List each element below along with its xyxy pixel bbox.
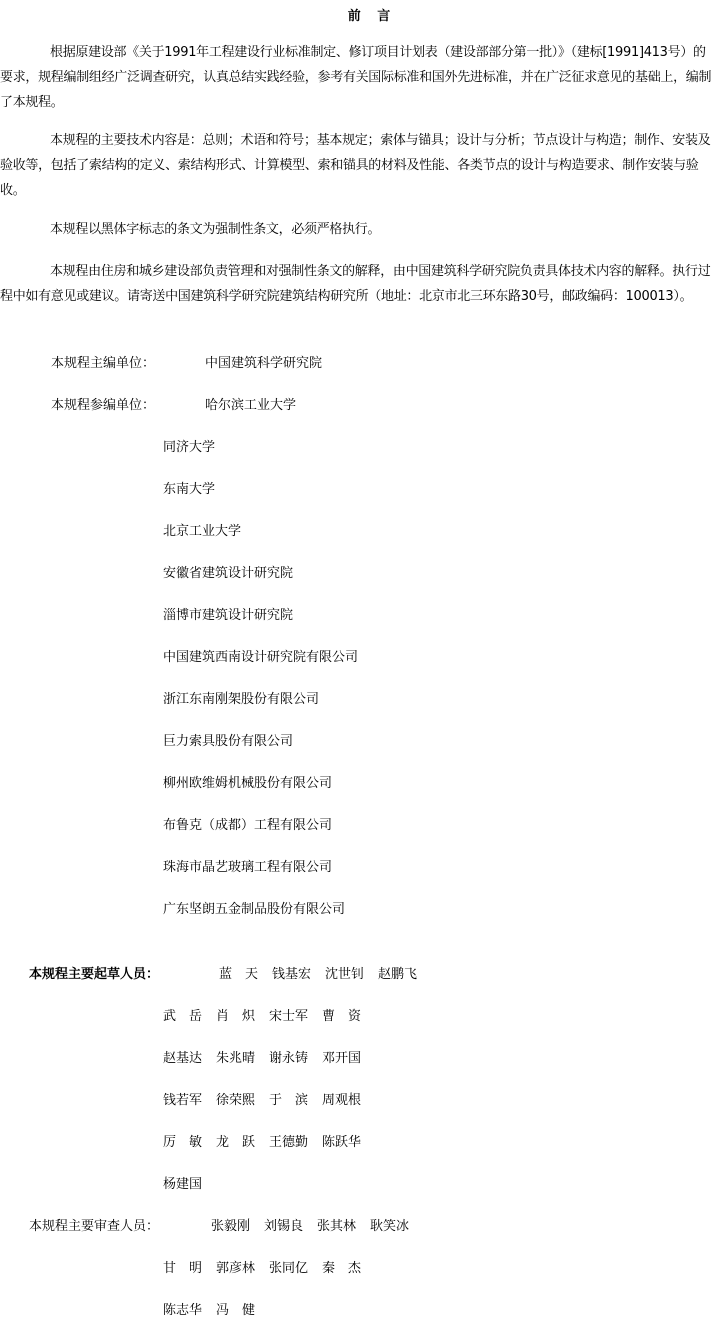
person-name: 赵基达: [163, 1051, 203, 1066]
preface-paragraph-4: 本规程由住房和城乡建设部负责管理和对强制性条文的解释，由中国建筑科学研究院负责具体技术内容的解释。执行过程中如有意见或建议。请寄送中国建筑科学研究院建筑结构研究所（地址：北京市北三环东路30号，邮政编码：100013）。: [0, 264, 711, 304]
drafters-row: [163, 1131, 375, 1150]
participating-unit: 安徽省建筑设计研究院: [163, 566, 294, 581]
chief-unit-value: 中国建筑科学研究院: [205, 356, 323, 371]
reviewers-row: [163, 1257, 375, 1276]
reviewers-row: [211, 1215, 423, 1234]
participating-unit: 北京工业大学: [163, 524, 242, 539]
preface-paragraph-1: 根据原建设部《关于1991年工程建设行业标准制定、修订项目计划表（建设部部分第一批）》（建标[1991]413号）的要求，规程编制组经广泛调查研究，认真总结实践经验，参考有关国际标准和国外先进标准，并在广泛征求意见的基础上，编制了本规程。: [0, 45, 712, 110]
person-name: 朱兆晴: [216, 1051, 256, 1066]
participating-units-label: 本规程参编单位：: [51, 398, 156, 413]
person-name: 冯 健: [216, 1303, 256, 1318]
person-name: 武 岳: [163, 1009, 203, 1024]
chief-unit-label: 本规程主编单位：: [51, 356, 156, 371]
person-name: 张同亿: [269, 1261, 309, 1276]
person-name: 陈志华: [163, 1303, 203, 1318]
person-name: 肖 炽: [216, 1009, 256, 1024]
participating-unit: 浙江东南刚架股份有限公司: [163, 692, 320, 707]
person-name: 郭彦林: [216, 1261, 256, 1276]
person-name: 徐荣熙: [216, 1093, 256, 1108]
participating-unit: 珠海市晶艺玻璃工程有限公司: [163, 860, 333, 875]
person-name: 龙 跃: [216, 1135, 256, 1150]
person-name: 秦 杰: [322, 1261, 362, 1276]
person-name: 谢永铸: [269, 1051, 309, 1066]
person-name: 蓝 天: [219, 967, 259, 982]
person-name: 赵鹏飞: [378, 967, 418, 982]
person-name: 邓开国: [322, 1051, 362, 1066]
person-name: 宋士军: [269, 1009, 309, 1024]
participating-unit: 柳州欧维姆机械股份有限公司: [163, 776, 333, 791]
participating-unit: 广东坚朗五金制品股份有限公司: [163, 902, 346, 917]
person-name: 沈世钊: [325, 967, 365, 982]
person-name: 杨建国: [163, 1177, 203, 1192]
participating-unit: 哈尔滨工业大学: [205, 398, 297, 413]
drafters-row: [219, 963, 431, 982]
drafters-label: 本规程主要起草人员：: [29, 967, 160, 982]
participating-unit: 布鲁克（成都）工程有限公司: [163, 818, 333, 833]
reviewers-row: [163, 1299, 269, 1318]
person-name: 钱基宏: [272, 967, 312, 982]
drafters-row: [163, 1173, 216, 1192]
page-title: 前 言: [347, 9, 397, 24]
participating-unit: 同济大学: [163, 440, 216, 455]
preface-paragraph-3: 本规程以黑体字标志的条文为强制性条文，必须严格执行。: [50, 222, 381, 237]
person-name: 曹 资: [322, 1009, 362, 1024]
participating-unit: 东南大学: [163, 482, 216, 497]
reviewers-label: 本规程主要审查人员：: [29, 1219, 160, 1234]
person-name: 甘 明: [163, 1261, 203, 1276]
person-name: 刘锡良: [264, 1219, 304, 1234]
person-name: 厉 敏: [163, 1135, 203, 1150]
person-name: 王德勤: [269, 1135, 309, 1150]
participating-unit: 中国建筑西南设计研究院有限公司: [163, 650, 359, 665]
drafters-row: [163, 1089, 375, 1108]
participating-unit: 淄博市建筑设计研究院: [163, 608, 294, 623]
drafters-row: [163, 1005, 375, 1024]
person-name: 耿笑冰: [370, 1219, 410, 1234]
person-name: 钱若军: [163, 1093, 203, 1108]
person-name: 张毅刚: [211, 1219, 251, 1234]
person-name: 周观根: [322, 1093, 362, 1108]
participating-unit: 巨力索具股份有限公司: [163, 734, 294, 749]
person-name: 张其林: [317, 1219, 357, 1234]
person-name: 陈跃华: [322, 1135, 362, 1150]
preface-paragraph-2: 本规程的主要技术内容是：总则；术语和符号；基本规定；索体与锚具；设计与分析；节点设计与构造；制作、安装及验收等，包括了索结构的定义、索结构形式、计算模型、索和锚具的材料及性能、各类节点的设计与构造要求、制作安装与验收。: [0, 133, 711, 198]
person-name: 于 滨: [269, 1093, 309, 1108]
drafters-row: [163, 1047, 375, 1066]
